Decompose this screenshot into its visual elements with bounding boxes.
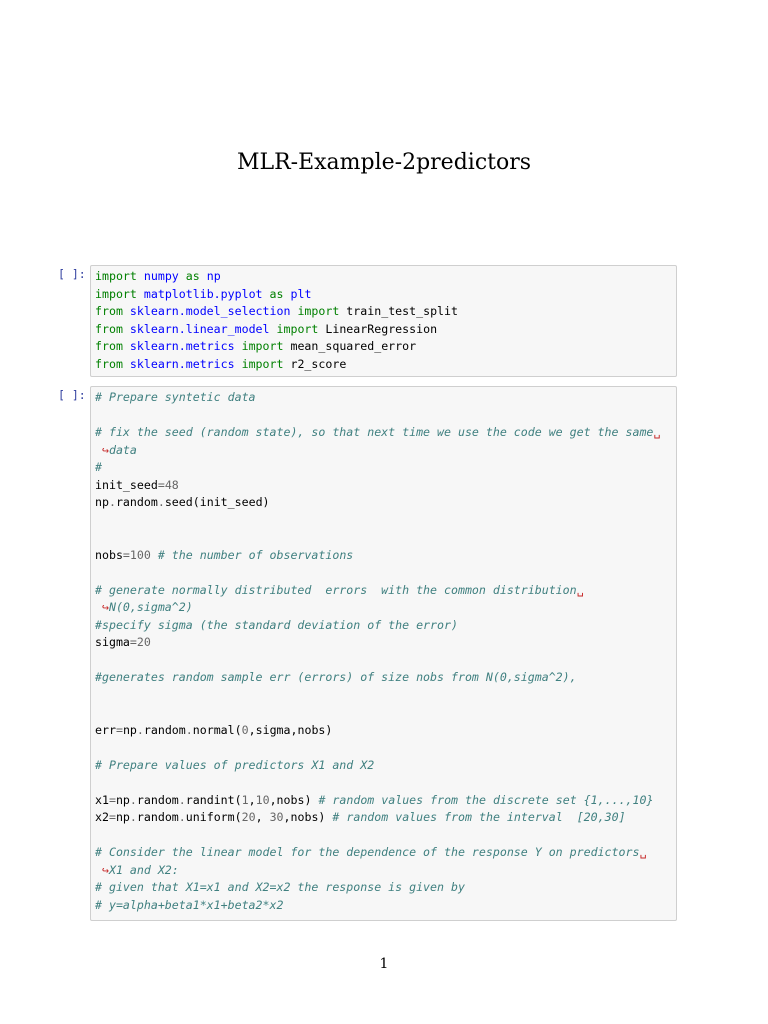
code-token: = [115, 722, 123, 737]
code-token [235, 339, 242, 353]
code-token: = [122, 547, 130, 562]
code-token: data [108, 442, 137, 457]
code-token [95, 443, 102, 457]
code-token [95, 600, 102, 614]
code-line [95, 303, 672, 321]
code-token: . [108, 495, 116, 509]
code-line [95, 862, 672, 880]
code-token: LinearRegression [318, 321, 438, 336]
code-token: # generate normally distributed errors with the common distribution [95, 582, 577, 597]
code-line [95, 442, 672, 460]
code-token: err [95, 722, 116, 737]
code-line [95, 792, 672, 810]
code-token: # random values from the interval [20,30] [332, 810, 626, 824]
line-continuation-icon: ↪ [101, 600, 109, 614]
code-line [95, 389, 672, 407]
code-token: seed(init_seed) [164, 495, 270, 509]
code-token: random [136, 810, 179, 824]
code-token: import [297, 304, 340, 318]
code-input-area[interactable] [90, 265, 677, 377]
code-line [95, 739, 672, 757]
code-token: # given that X1=x1 and X2=x2 the response is given by [95, 880, 465, 894]
document-title: MLR-Example-2predictors [236, 150, 532, 175]
code-line [95, 268, 672, 286]
code-token: random [115, 495, 158, 509]
code-token: , [255, 810, 270, 824]
code-token: # the number of observations [157, 547, 354, 562]
code-token: from [95, 321, 123, 336]
code-token: . [129, 810, 137, 824]
code-token: #specify sigma (the standard deviation of the error) [95, 617, 458, 632]
code-token: np [115, 792, 130, 807]
code-token: nobs [95, 547, 123, 562]
code-line [95, 494, 672, 512]
code-token: plt [290, 286, 312, 301]
code-token: 20 [136, 635, 151, 649]
code-line [95, 459, 672, 477]
code-token: # random values from the discrete set {1,...,10} [318, 792, 654, 807]
code-token: 1 [241, 792, 249, 807]
code-token: np [122, 722, 137, 737]
code-input-area[interactable] [90, 386, 677, 921]
code-line [95, 529, 672, 547]
code-line [95, 809, 672, 827]
code-token [179, 269, 186, 283]
code-token: 10 [255, 792, 270, 807]
code-token: train_test_split [339, 304, 458, 318]
code-token: 48 [164, 477, 179, 492]
code-line [95, 757, 672, 775]
code-line [95, 774, 672, 792]
code-token: 30 [269, 810, 284, 824]
code-line [95, 844, 672, 862]
code-line [95, 321, 672, 339]
code-line [95, 582, 672, 600]
code-line [95, 286, 672, 304]
code-token: import [276, 321, 319, 336]
code-token: from [95, 356, 123, 371]
code-token [270, 322, 277, 336]
code-token: mean_squared_error [283, 339, 417, 353]
code-token: sigma [95, 635, 130, 649]
code-token: 100 [129, 547, 151, 562]
code-line [95, 407, 672, 425]
code-token: sklearn.model_selection [129, 304, 291, 318]
code-token [263, 287, 270, 301]
code-line [95, 704, 672, 722]
code-token: = [108, 792, 116, 807]
cell-prompt: [ ]: [58, 267, 86, 281]
code-token: init_seed [95, 477, 158, 492]
code-token: numpy [143, 269, 179, 283]
code-token: np [115, 810, 130, 824]
code-token: , [248, 792, 256, 807]
code-token: normal( [192, 722, 242, 737]
code-token: ,nobs) [269, 792, 319, 807]
code-token: import [95, 269, 137, 283]
code-token: X1 and X2: [108, 862, 179, 877]
code-token [123, 322, 130, 336]
code-token: import [241, 356, 284, 371]
line-continuation-icon: ␣ [576, 582, 584, 597]
code-line [95, 879, 672, 897]
code-token: x1 [95, 792, 109, 807]
page-number: 1 [379, 956, 389, 972]
code-token [151, 548, 158, 562]
code-token: sklearn.metrics [129, 339, 235, 353]
code-token: random [136, 792, 179, 807]
code-token: . [129, 792, 137, 807]
code-token: # [95, 460, 102, 474]
code-line [95, 897, 672, 915]
code-line [95, 564, 672, 582]
code-token: ,sigma,nobs) [248, 722, 333, 737]
code-token [200, 269, 207, 283]
code-line [95, 599, 672, 617]
code-token: . [185, 722, 193, 737]
code-token: r2_score [283, 356, 347, 371]
code-line [95, 722, 672, 740]
code-token: as [185, 269, 200, 283]
code-token: . [178, 810, 186, 824]
code-token [123, 357, 130, 371]
line-continuation-icon: ␣ [653, 425, 661, 439]
code-token: uniform( [185, 810, 242, 824]
code-token: np [95, 495, 109, 509]
code-token: = [157, 477, 165, 492]
code-token: ,nobs) [283, 810, 333, 824]
code-token [123, 339, 130, 353]
code-token: = [108, 810, 116, 824]
code-line [95, 547, 672, 565]
code-token: N(0,sigma^2) [108, 600, 193, 614]
code-line [95, 634, 672, 652]
code-line [95, 338, 672, 356]
code-token [235, 357, 242, 371]
code-token: # Prepare syntetic data [95, 390, 256, 404]
code-line [95, 424, 672, 442]
line-continuation-icon: ␣ [639, 845, 647, 859]
code-token: # y=alpha+beta1*x1+beta2*x2 [95, 897, 284, 912]
code-token: np [206, 269, 221, 283]
code-token: #generates random sample err (errors) of size nobs from N(0,sigma^2), [95, 670, 577, 684]
code-token: import [241, 339, 284, 353]
code-token: from [95, 339, 123, 353]
code-token [123, 304, 130, 318]
code-line [95, 356, 672, 374]
code-token: = [129, 635, 137, 649]
code-token [137, 287, 144, 301]
code-token: matplotlib.pyplot [143, 286, 263, 301]
code-token: . [178, 792, 186, 807]
code-token [137, 269, 144, 283]
code-line [95, 617, 672, 635]
code-line [95, 827, 672, 845]
code-token: sklearn.metrics [129, 356, 235, 371]
line-continuation-icon: ↪ [101, 862, 109, 877]
code-token: import [95, 286, 137, 301]
code-line [95, 477, 672, 495]
code-line [95, 687, 672, 705]
code-token: from [95, 304, 123, 318]
code-token: # Consider the linear model for the dependence of the response Y on predictors [95, 845, 640, 859]
code-line [95, 669, 672, 687]
code-token: 20 [241, 810, 256, 824]
code-token: . [157, 495, 165, 509]
code-token: x2 [95, 810, 109, 824]
code-token [95, 863, 102, 877]
line-continuation-icon: ↪ [101, 442, 109, 457]
code-line [95, 512, 672, 530]
code-token: randint( [185, 792, 242, 807]
code-line [95, 652, 672, 670]
code-token: # fix the seed (random state), so that next time we use the code we get the same [95, 425, 654, 439]
code-token: sklearn.linear_model [129, 321, 270, 336]
code-token: # Prepare values of predictors X1 and X2 [95, 757, 375, 772]
code-token: as [269, 286, 284, 301]
code-token: 0 [241, 722, 249, 737]
cell-prompt: [ ]: [58, 388, 86, 402]
code-token: random [143, 722, 186, 737]
code-token: . [136, 722, 144, 737]
